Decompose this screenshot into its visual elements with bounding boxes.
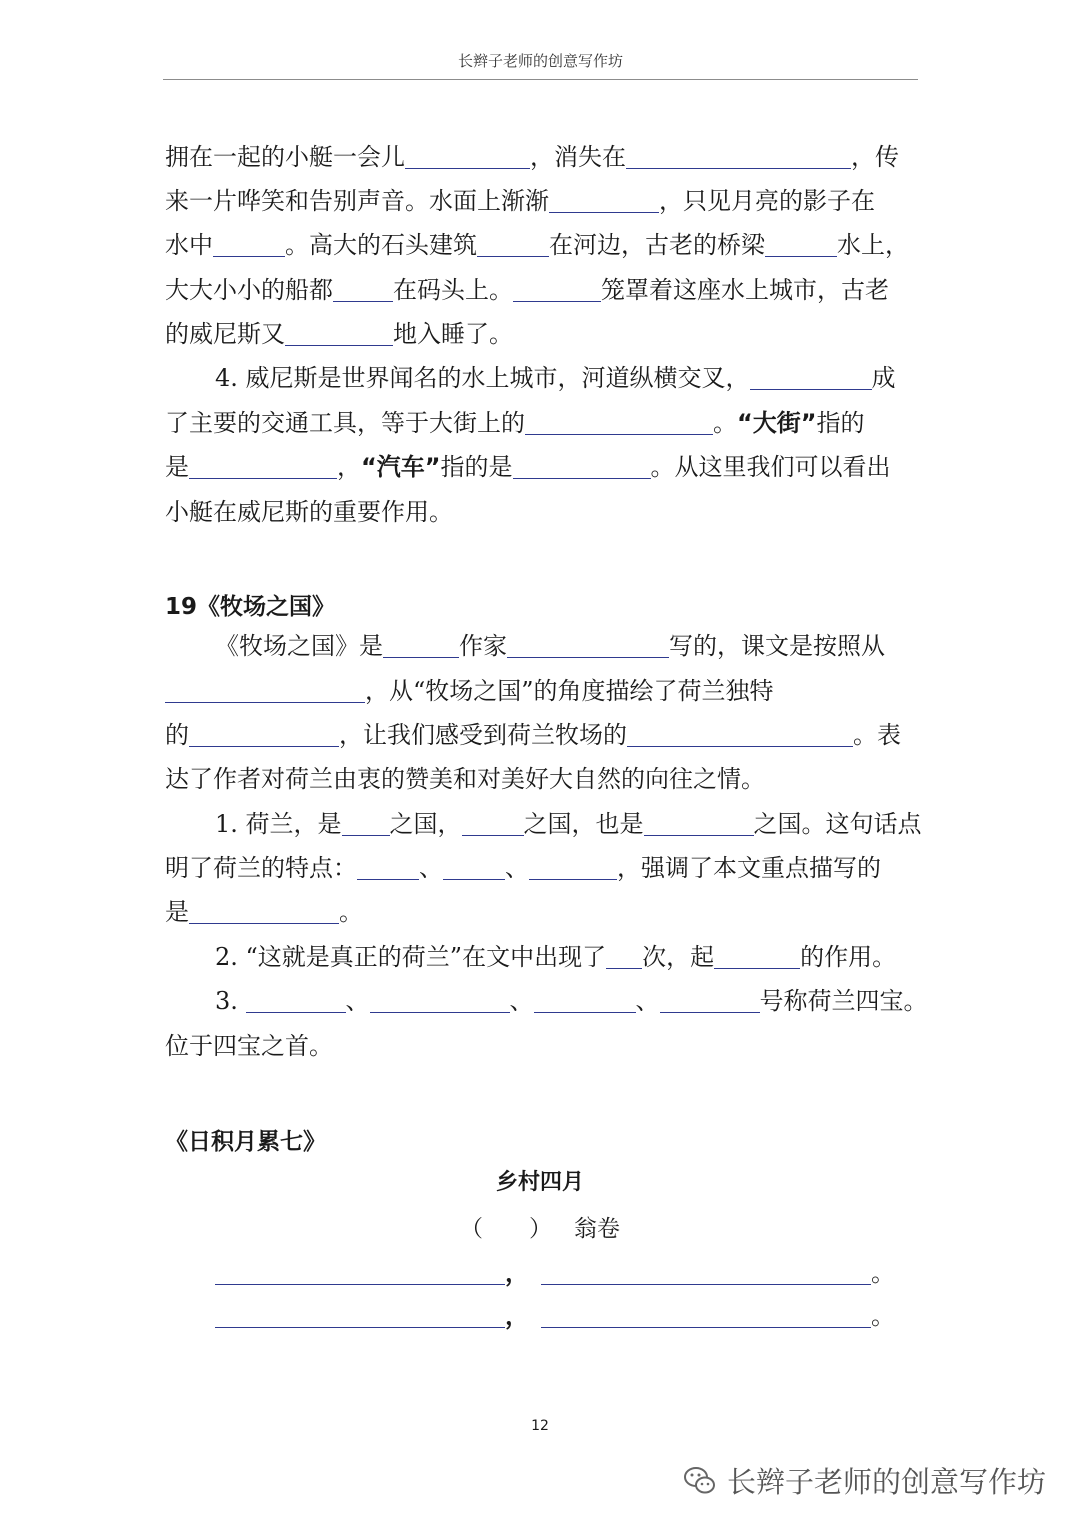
answer-blank[interactable] — [513, 456, 651, 479]
text: 、 — [505, 854, 529, 882]
text: 作家 — [459, 632, 507, 660]
poem-title: 乡村四月 — [495, 1170, 584, 1195]
passage-line — [165, 230, 909, 260]
text: 笼罩着这座水上城市，古老 — [601, 276, 889, 304]
text: 在码头上。 — [393, 276, 513, 304]
question-1-line — [165, 853, 881, 883]
text: 在河边，古老的桥梁 — [549, 231, 765, 259]
answer-blank[interactable] — [462, 813, 524, 836]
text: 、 — [635, 987, 660, 1015]
text: 明了荷兰的特点： — [165, 854, 357, 882]
question-1 — [215, 809, 922, 839]
text: 成 — [871, 364, 896, 392]
poem-author-line — [0, 1210, 1080, 1243]
question-4 — [215, 363, 896, 393]
text: 指的是 — [440, 453, 513, 481]
text: 、 — [509, 987, 534, 1015]
poem-line — [215, 1301, 895, 1331]
question-4-line — [165, 408, 865, 438]
text: 、 — [419, 854, 443, 882]
text: 大大小小的船都 — [165, 276, 333, 304]
text: 了主要的交通工具，等于大街上的 — [165, 409, 525, 437]
text: 小艇在威尼斯的重要作用。 — [165, 498, 453, 526]
watermark-text: 长辫子老师的创意写作坊 — [726, 1465, 1046, 1499]
text: 是 — [165, 453, 189, 481]
answer-blank[interactable] — [333, 279, 393, 302]
passage-line — [165, 319, 513, 349]
text: 号称荷兰四宝。 — [759, 987, 928, 1015]
text: 《牧场之国》是 — [215, 632, 383, 660]
text: 的作用。 — [800, 943, 897, 971]
text: 水上， — [837, 231, 909, 259]
bold-term: “大街” — [737, 409, 817, 437]
text: 。 — [871, 1259, 895, 1287]
question-4-line — [165, 452, 891, 482]
lesson-intro-line — [165, 720, 901, 750]
text: 1. 荷兰，是 — [215, 810, 342, 838]
question-4-line — [165, 497, 453, 527]
text: 的 — [165, 721, 189, 749]
answer-blank[interactable] — [507, 635, 669, 658]
answer-blank[interactable] — [246, 990, 346, 1013]
answer-blank[interactable] — [606, 946, 642, 969]
answer-blank[interactable] — [189, 901, 339, 924]
answer-blank[interactable] — [627, 724, 853, 747]
answer-blank[interactable] — [660, 990, 760, 1013]
text: 是 — [165, 898, 189, 926]
text: ，只见月亮的影子在 — [659, 187, 875, 215]
text: 3. — [215, 987, 246, 1015]
lesson-title: 19《牧场之国》 — [165, 594, 336, 620]
text: 2. “这就是真正的荷兰”在文中出现了 — [215, 943, 607, 971]
text: 拥在一起的小艇一会儿 — [165, 143, 405, 171]
lesson-intro-line — [215, 631, 885, 661]
text: ， — [505, 1302, 529, 1330]
answer-blank[interactable] — [405, 146, 530, 169]
question-3 — [215, 986, 928, 1016]
question-3-line — [165, 1031, 333, 1061]
text: ，消失在 — [530, 143, 626, 171]
passage-line — [165, 275, 889, 305]
answer-blank[interactable] — [714, 946, 800, 969]
answer-blank[interactable] — [541, 1262, 871, 1285]
answer-blank[interactable] — [513, 279, 601, 302]
text: 之国。这句话点 — [753, 810, 922, 838]
passage-line — [165, 186, 875, 216]
page-number: 12 — [531, 1418, 549, 1434]
answer-blank[interactable] — [213, 234, 285, 257]
text: 。 — [339, 898, 363, 926]
answer-blank[interactable] — [165, 680, 365, 703]
answer-blank[interactable] — [477, 234, 549, 257]
text: 。 — [871, 1302, 895, 1330]
text: 位于四宝之首。 — [165, 1032, 333, 1060]
text: 的威尼斯又 — [165, 320, 285, 348]
answer-blank[interactable] — [549, 190, 659, 213]
answer-blank[interactable] — [383, 635, 459, 658]
text: ， — [505, 1259, 529, 1287]
answer-blank[interactable] — [626, 146, 851, 169]
text: 。从这里我们可以看出 — [650, 453, 891, 481]
text: ，强调了本文重点描写的 — [617, 854, 881, 882]
answer-blank[interactable] — [215, 1262, 505, 1285]
answer-blank[interactable] — [189, 724, 339, 747]
answer-blank[interactable] — [370, 990, 510, 1013]
answer-blank[interactable] — [215, 1305, 505, 1328]
answer-blank[interactable] — [189, 456, 337, 479]
text: ，让我们感受到荷兰牧场的 — [339, 721, 627, 749]
answer-blank[interactable] — [529, 857, 617, 880]
text: 4. 威尼斯是世界闻名的水上城市，河道纵横交叉， — [215, 364, 750, 392]
text: 水中 — [165, 231, 213, 259]
answer-blank[interactable] — [443, 857, 505, 880]
text: 写的，课文是按照从 — [669, 632, 885, 660]
question-2 — [215, 942, 896, 972]
text: 地入睡了。 — [393, 320, 513, 348]
text: ，传 — [851, 143, 899, 171]
lesson-intro-line — [165, 676, 774, 706]
watermark — [683, 1460, 1046, 1501]
wechat-icon — [683, 1464, 717, 1498]
text: 之国， — [389, 810, 462, 838]
answer-blank[interactable] — [534, 990, 636, 1013]
passage-line — [165, 142, 899, 172]
question-1-line — [165, 897, 363, 927]
answer-blank[interactable] — [285, 323, 393, 346]
answer-blank[interactable] — [765, 234, 837, 257]
text: ， — [337, 453, 361, 481]
answer-blank[interactable] — [541, 1305, 871, 1328]
text: 。高大的石头建筑 — [285, 231, 477, 259]
text: 指的 — [816, 409, 865, 437]
answer-blank[interactable] — [342, 813, 390, 836]
text: 。 — [713, 409, 737, 437]
poem-author: 翁卷 — [573, 1216, 620, 1242]
text: 、 — [345, 987, 370, 1015]
poem-line — [215, 1258, 895, 1288]
text: 来一片哗笑和告别声音。水面上渐渐 — [165, 187, 549, 215]
answer-blank[interactable] — [525, 412, 713, 435]
page-header: 长辫子老师的创意写作坊 — [163, 50, 918, 80]
text: 。表 — [853, 721, 901, 749]
dynasty-blank[interactable]: （ ） — [460, 1216, 553, 1242]
answer-blank[interactable] — [644, 813, 754, 836]
section-title: 《日积月累七》 — [165, 1129, 326, 1155]
lesson-intro-line — [165, 764, 765, 794]
text: ，从“牧场之国”的角度描绘了荷兰独特 — [365, 677, 774, 705]
answer-blank[interactable] — [750, 367, 872, 390]
text: 达了作者对荷兰由衷的赞美和对美好大自然的向往之情。 — [165, 765, 765, 793]
answer-blank[interactable] — [357, 857, 419, 880]
text: 之国，也是 — [523, 810, 644, 838]
bold-term: “汽车” — [361, 453, 441, 481]
text: 次，起 — [642, 943, 715, 971]
